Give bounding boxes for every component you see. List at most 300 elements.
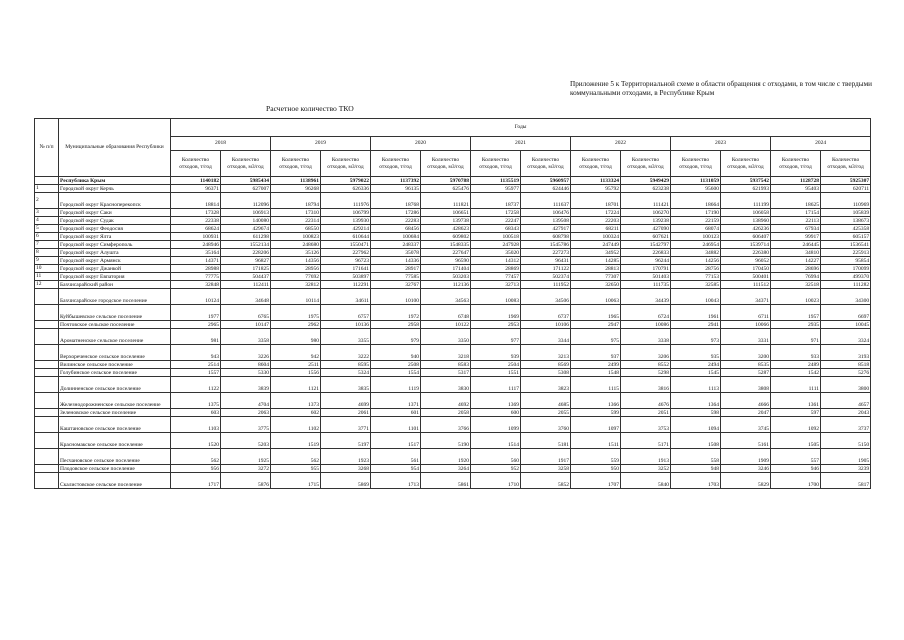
value-t-2021: 939: [471, 345, 521, 361]
value-t-2020: 96135: [371, 185, 421, 193]
value-t-2019: 18794: [271, 193, 321, 209]
value-m3-2024: 34300: [821, 289, 871, 305]
value-t-2024: 2489: [771, 361, 821, 369]
value-m3-2022: 3338: [621, 329, 671, 345]
value-t-2024: 1128728: [771, 177, 821, 185]
value-t-2019: 1556: [271, 369, 321, 377]
municipality-name: Городской округ Красноперекопск: [59, 193, 171, 209]
value-m3-2021: 5181: [521, 433, 571, 449]
municipality-name: Голубинское сельское поселение: [59, 369, 171, 377]
value-t-2019: 68550: [271, 225, 321, 233]
value-t-2024: 28696: [771, 265, 821, 273]
table-header: [35, 119, 871, 177]
table-row: [35, 281, 871, 289]
value-m3-2024: 3800: [821, 377, 871, 393]
value-t-2020: 22283: [371, 217, 421, 225]
row-number: 1: [35, 185, 59, 193]
header-unit-m3-2022: Количество отходов, м3/год: [621, 151, 671, 177]
value-m3-2024: 1536541: [821, 241, 871, 249]
row-number: [35, 393, 59, 409]
row-number: 12: [35, 281, 59, 289]
municipality-name: Зеленовское сельское поселение: [59, 409, 171, 417]
value-t-2021: 10083: [471, 289, 521, 305]
table-row: [35, 465, 871, 473]
value-t-2022: 247449: [571, 241, 621, 249]
table-row: [35, 217, 871, 225]
value-t-2023: 246954: [671, 241, 721, 249]
municipality-name: Бахчисарайский район: [59, 281, 171, 289]
value-t-2024: 95403: [771, 185, 821, 193]
table-row: [35, 449, 871, 465]
value-m3-2022: 3816: [621, 377, 671, 393]
value-t-2024: 933: [771, 345, 821, 361]
value-t-2024: 1542: [771, 369, 821, 377]
value-m3-2022: 3206: [621, 345, 671, 361]
value-t-2018: 77775: [171, 273, 221, 281]
municipality-name: Каштановское сельское поселение: [59, 417, 171, 433]
value-m3-2019: 3771: [321, 417, 371, 433]
value-m3-2018: 1925: [221, 449, 271, 465]
value-t-2024: 597: [771, 409, 821, 417]
value-t-2023: 598: [671, 409, 721, 417]
row-number: 5: [35, 225, 59, 233]
value-m3-2022: 139238: [621, 217, 671, 225]
value-t-2023: 32585: [671, 281, 721, 289]
municipality-name: Городской округ Феодосия: [59, 225, 171, 233]
value-t-2020: 1713: [371, 473, 421, 489]
header-municipality: Муниципальные образования Республики: [59, 119, 171, 177]
value-m3-2020: 5317: [421, 369, 471, 377]
value-m3-2020: 96590: [421, 257, 471, 265]
value-t-2018: 943: [171, 345, 221, 361]
header-unit-t-2018: Количество отходов, т/год: [171, 151, 221, 177]
table-row: [35, 433, 871, 449]
value-m3-2021: 427917: [521, 225, 571, 233]
value-t-2020: 2958: [371, 321, 421, 329]
value-t-2018: 35164: [171, 249, 221, 257]
value-m3-2023: 1539714: [721, 241, 771, 249]
value-m3-2020: 3350: [421, 329, 471, 345]
value-m3-2021: 8569: [521, 361, 571, 369]
value-t-2021: 77457: [471, 273, 521, 281]
row-number: [35, 377, 59, 393]
value-m3-2023: 2047: [721, 409, 771, 417]
value-t-2020: 979: [371, 329, 421, 345]
value-t-2018: 100931: [171, 233, 221, 241]
value-t-2020: 601: [371, 409, 421, 417]
value-t-2019: 32812: [271, 281, 321, 289]
value-m3-2022: 226833: [621, 249, 671, 257]
value-t-2018: 1103: [171, 417, 221, 433]
header-year-2019: 2019: [271, 137, 371, 151]
value-m3-2022: 10086: [621, 321, 671, 329]
value-m3-2020: 2058: [421, 409, 471, 417]
value-m3-2024: 138673: [821, 217, 871, 225]
value-t-2021: 977: [471, 329, 521, 345]
value-t-2021: 17258: [471, 209, 521, 217]
value-t-2021: 68343: [471, 225, 521, 233]
value-m3-2022: 623238: [621, 185, 671, 193]
value-m3-2023: 426236: [721, 225, 771, 233]
row-number: [35, 289, 59, 305]
value-m3-2022: 96244: [621, 257, 671, 265]
value-m3-2024: 5817: [821, 473, 871, 489]
appendix-note: Приложение 5 к Территориальной схеме в области обращения с отходами, в том числе с твердыми коммунальными отходами, в Республике Крым: [570, 80, 872, 97]
value-m3-2023: 34371: [721, 289, 771, 305]
value-t-2021: 28869: [471, 265, 521, 273]
header-unit-m3-2021: Количество отходов, м3/год: [521, 151, 571, 177]
table-row: [35, 185, 871, 193]
value-t-2021: 1551: [471, 369, 521, 377]
value-m3-2022: 8552: [621, 361, 671, 369]
value-t-2021: 95977: [471, 185, 521, 193]
value-t-2022: 559: [571, 449, 621, 465]
value-m3-2019: 4699: [321, 393, 371, 409]
value-m3-2020: 8583: [421, 361, 471, 369]
value-m3-2023: 111199: [721, 193, 771, 209]
value-t-2018: 956: [171, 465, 221, 473]
value-m3-2021: 34506: [521, 289, 571, 305]
value-t-2021: 600: [471, 409, 521, 417]
header-unit-t-2024: Количество отходов, т/год: [771, 151, 821, 177]
municipality-name: Республика Крым: [59, 177, 171, 185]
value-t-2022: 22203: [571, 217, 621, 225]
value-t-2020: 77585: [371, 273, 421, 281]
value-t-2024: 1111: [771, 377, 821, 393]
value-m3-2019: 111976: [321, 193, 371, 209]
value-t-2018: 562: [171, 449, 221, 465]
value-m3-2023: 3808: [721, 377, 771, 393]
value-t-2023: 95600: [671, 185, 721, 193]
value-m3-2023: 10066: [721, 321, 771, 329]
row-number: 7: [35, 241, 59, 249]
value-t-2021: 1710: [471, 473, 521, 489]
value-t-2018: 22338: [171, 217, 221, 225]
value-t-2019: 1715: [271, 473, 321, 489]
value-t-2024: 1361: [771, 393, 821, 409]
row-number: 2: [35, 193, 59, 209]
value-t-2023: 68074: [671, 225, 721, 233]
value-t-2019: 10114: [271, 289, 321, 305]
value-m3-2018: 5330: [221, 369, 271, 377]
value-t-2022: 937: [571, 345, 621, 361]
row-number: 8: [35, 249, 59, 257]
value-t-2024: 18625: [771, 193, 821, 209]
value-t-2019: 942: [271, 345, 321, 361]
value-m3-2022: 6724: [621, 305, 671, 321]
municipality-name: Городской округ Ялта: [59, 233, 171, 241]
value-t-2018: 1140182: [171, 177, 221, 185]
value-t-2023: 973: [671, 329, 721, 345]
value-t-2023: 18664: [671, 193, 721, 209]
value-m3-2021: 10106: [521, 321, 571, 329]
table-row: [35, 257, 871, 265]
value-t-2022: 95792: [571, 185, 621, 193]
table-title: Расчетное количество ТКО: [266, 104, 354, 113]
value-t-2019: 248680: [271, 241, 321, 249]
value-t-2022: 77307: [571, 273, 621, 281]
value-t-2024: 67934: [771, 225, 821, 233]
row-number: 3: [35, 209, 59, 217]
value-t-2022: 14285: [571, 257, 621, 265]
value-m3-2024: 620711: [821, 185, 871, 193]
table-row: [35, 273, 871, 281]
value-m3-2018: 106913: [221, 209, 271, 217]
value-t-2022: 2947: [571, 321, 621, 329]
value-t-2024: 14227: [771, 257, 821, 265]
value-m3-2020: 10122: [421, 321, 471, 329]
value-m3-2019: 3268: [321, 465, 371, 473]
row-number: 4: [35, 217, 59, 225]
value-t-2021: 952: [471, 465, 521, 473]
value-t-2021: 14312: [471, 257, 521, 265]
value-m3-2023: 5937542: [721, 177, 771, 185]
value-m3-2021: 111952: [521, 281, 571, 289]
value-t-2019: 96268: [271, 185, 321, 193]
value-t-2023: 1545: [671, 369, 721, 377]
table-row: [35, 209, 871, 217]
header-year-2023: 2023: [671, 137, 771, 151]
value-t-2023: 1094: [671, 417, 721, 433]
value-t-2022: 17224: [571, 209, 621, 217]
value-t-2024: 1700: [771, 473, 821, 489]
value-m3-2019: 3355: [321, 329, 371, 345]
municipality-name: Городской округ Керчь: [59, 185, 171, 193]
value-m3-2021: 1917: [521, 449, 571, 465]
value-t-2018: 1122: [171, 377, 221, 393]
value-t-2022: 18701: [571, 193, 621, 209]
table-row: [35, 473, 871, 489]
value-m3-2019: 106799: [321, 209, 371, 217]
value-m3-2019: 5869: [321, 473, 371, 489]
value-t-2021: 32713: [471, 281, 521, 289]
header-years-label: Годы: [171, 119, 871, 137]
value-t-2022: 1965: [571, 305, 621, 321]
value-t-2018: 2514: [171, 361, 221, 369]
value-m3-2018: 627007: [221, 185, 271, 193]
value-m3-2024: 3193: [821, 345, 871, 361]
value-t-2020: 100684: [371, 233, 421, 241]
value-m3-2018: 112411: [221, 281, 271, 289]
value-t-2020: 1972: [371, 305, 421, 321]
value-m3-2024: 5150: [821, 433, 871, 449]
value-t-2020: 28917: [371, 265, 421, 273]
value-t-2022: 1548: [571, 369, 621, 377]
value-t-2018: 32848: [171, 281, 221, 289]
value-t-2022: 1707: [571, 473, 621, 489]
value-t-2022: 100324: [571, 233, 621, 241]
value-t-2023: 77153: [671, 273, 721, 281]
row-number: [35, 449, 59, 465]
value-t-2024: 76994: [771, 273, 821, 281]
value-t-2018: 17328: [171, 209, 221, 217]
value-m3-2020: 171404: [421, 265, 471, 273]
value-t-2022: 1133324: [571, 177, 621, 185]
value-m3-2021: 96431: [521, 257, 571, 265]
value-m3-2022: 106270: [621, 209, 671, 217]
value-t-2023: 558: [671, 449, 721, 465]
value-t-2019: 1373: [271, 393, 321, 409]
value-t-2019: 602: [271, 409, 321, 417]
value-t-2022: 34952: [571, 249, 621, 257]
value-m3-2024: 605157: [821, 233, 871, 241]
value-t-2022: 1097: [571, 417, 621, 433]
value-m3-2019: 1923: [321, 449, 371, 465]
table-row: [35, 289, 871, 305]
value-m3-2021: 111637: [521, 193, 571, 209]
value-m3-2018: 611298: [221, 233, 271, 241]
value-m3-2023: 5829: [721, 473, 771, 489]
value-m3-2019: 6757: [321, 305, 371, 321]
value-m3-2018: 1552134: [221, 241, 271, 249]
waste-table: [34, 118, 871, 489]
header-unit-t-2021: Количество отходов, т/год: [471, 151, 521, 177]
value-t-2023: 935: [671, 345, 721, 361]
value-t-2020: 940: [371, 345, 421, 361]
value-t-2020: 2508: [371, 361, 421, 369]
municipality-name: Городской округ Саки: [59, 209, 171, 217]
value-m3-2019: 3835: [321, 377, 371, 393]
value-t-2023: 34882: [671, 249, 721, 257]
value-m3-2020: 6748: [421, 305, 471, 321]
value-m3-2021: 227273: [521, 249, 571, 257]
municipality-name: Красномакское сельское поселение: [59, 433, 171, 449]
value-m3-2021: 4685: [521, 393, 571, 409]
value-m3-2019: 112291: [321, 281, 371, 289]
value-m3-2023: 1909: [721, 449, 771, 465]
value-m3-2018: 3839: [221, 377, 271, 393]
value-m3-2024: 2043: [821, 409, 871, 417]
value-t-2022: 950: [571, 465, 621, 473]
row-number: [35, 417, 59, 433]
value-m3-2020: 3830: [421, 377, 471, 393]
header-year-2022: 2022: [571, 137, 671, 151]
value-t-2019: 1975: [271, 305, 321, 321]
value-t-2021: 1969: [471, 305, 521, 321]
value-m3-2020: 503203: [421, 273, 471, 281]
value-t-2020: 10100: [371, 289, 421, 305]
row-number: [35, 473, 59, 489]
header-year-2020: 2020: [371, 137, 471, 151]
value-t-2021: 2953: [471, 321, 521, 329]
value-t-2021: 2504: [471, 361, 521, 369]
value-t-2023: 22159: [671, 217, 721, 225]
value-m3-2020: 112136: [421, 281, 471, 289]
value-m3-2020: 3766: [421, 417, 471, 433]
value-t-2019: 35126: [271, 249, 321, 257]
value-m3-2019: 3222: [321, 345, 371, 361]
value-m3-2023: 170450: [721, 265, 771, 273]
value-t-2019: 14356: [271, 257, 321, 265]
value-t-2018: 1717: [171, 473, 221, 489]
header-unit-m3-2023: Количество отходов, м3/год: [721, 151, 771, 177]
value-m3-2024: 6697: [821, 305, 871, 321]
value-t-2020: 18768: [371, 193, 421, 209]
value-t-2020: 32767: [371, 281, 421, 289]
value-t-2018: 68624: [171, 225, 221, 233]
value-t-2019: 1121: [271, 377, 321, 393]
value-t-2020: 68456: [371, 225, 421, 233]
total-row: [35, 177, 871, 185]
municipality-name: Бахчисарайское городское поселение: [59, 289, 171, 305]
value-t-2022: 1115: [571, 377, 621, 393]
value-m3-2023: 621993: [721, 185, 771, 193]
value-t-2022: 32650: [571, 281, 621, 289]
value-t-2024: 971: [771, 329, 821, 345]
value-m3-2019: 5197: [321, 433, 371, 449]
value-t-2023: 2494: [671, 361, 721, 369]
value-m3-2022: 111421: [621, 193, 671, 209]
value-t-2022: 1511: [571, 433, 621, 449]
value-t-2024: 99917: [771, 233, 821, 241]
municipality-name: Скалистовское сельское поселение: [59, 473, 171, 489]
value-t-2024: 34810: [771, 249, 821, 257]
value-t-2023: 10043: [671, 289, 721, 305]
value-m3-2018: 228206: [221, 249, 271, 257]
value-t-2018: 10124: [171, 289, 221, 305]
value-t-2020: 954: [371, 465, 421, 473]
value-m3-2018: 5985434: [221, 177, 271, 185]
value-m3-2024: 110969: [821, 193, 871, 209]
value-m3-2022: 4676: [621, 393, 671, 409]
value-m3-2024: 3737: [821, 417, 871, 433]
value-t-2023: 14256: [671, 257, 721, 265]
value-m3-2022: 34439: [621, 289, 671, 305]
value-t-2021: 1369: [471, 393, 521, 409]
value-m3-2019: 10136: [321, 321, 371, 329]
value-t-2024: 1092: [771, 417, 821, 433]
value-t-2024: 2935: [771, 321, 821, 329]
row-number: [35, 345, 59, 361]
municipality-name: Вилинское сельское поселение: [59, 361, 171, 369]
value-m3-2018: 2063: [221, 409, 271, 417]
value-t-2019: 2511: [271, 361, 321, 369]
value-m3-2020: 5190: [421, 433, 471, 449]
value-m3-2020: 428623: [421, 225, 471, 233]
value-t-2018: 14371: [171, 257, 221, 265]
value-t-2021: 22247: [471, 217, 521, 225]
value-m3-2022: 427090: [621, 225, 671, 233]
value-m3-2024: 111282: [821, 281, 871, 289]
value-t-2020: 561: [371, 449, 421, 465]
value-m3-2023: 500401: [721, 273, 771, 281]
value-t-2022: 1366: [571, 393, 621, 409]
value-m3-2024: 3239: [821, 465, 871, 473]
table-row: [35, 417, 871, 433]
value-t-2020: 1119: [371, 377, 421, 393]
table-row: [35, 265, 871, 273]
value-m3-2019: 626336: [321, 185, 371, 193]
value-m3-2022: 2051: [621, 409, 671, 417]
value-m3-2021: 502374: [521, 273, 571, 281]
value-m3-2024: 4657: [821, 393, 871, 409]
value-t-2018: 18814: [171, 193, 221, 209]
value-m3-2023: 3200: [721, 345, 771, 361]
table-row: [35, 377, 871, 393]
value-t-2019: 77692: [271, 273, 321, 281]
municipality-name: Городской округ Судак: [59, 217, 171, 225]
value-m3-2018: 3226: [221, 345, 271, 361]
value-m3-2022: 1913: [621, 449, 671, 465]
value-t-2020: 1517: [371, 433, 421, 449]
value-m3-2023: 8535: [721, 361, 771, 369]
value-t-2021: 247928: [471, 241, 521, 249]
value-m3-2020: 34563: [421, 289, 471, 305]
value-m3-2022: 170791: [621, 265, 671, 273]
header-year-2021: 2021: [471, 137, 571, 151]
table-row: [35, 225, 871, 233]
value-m3-2018: 8604: [221, 361, 271, 369]
